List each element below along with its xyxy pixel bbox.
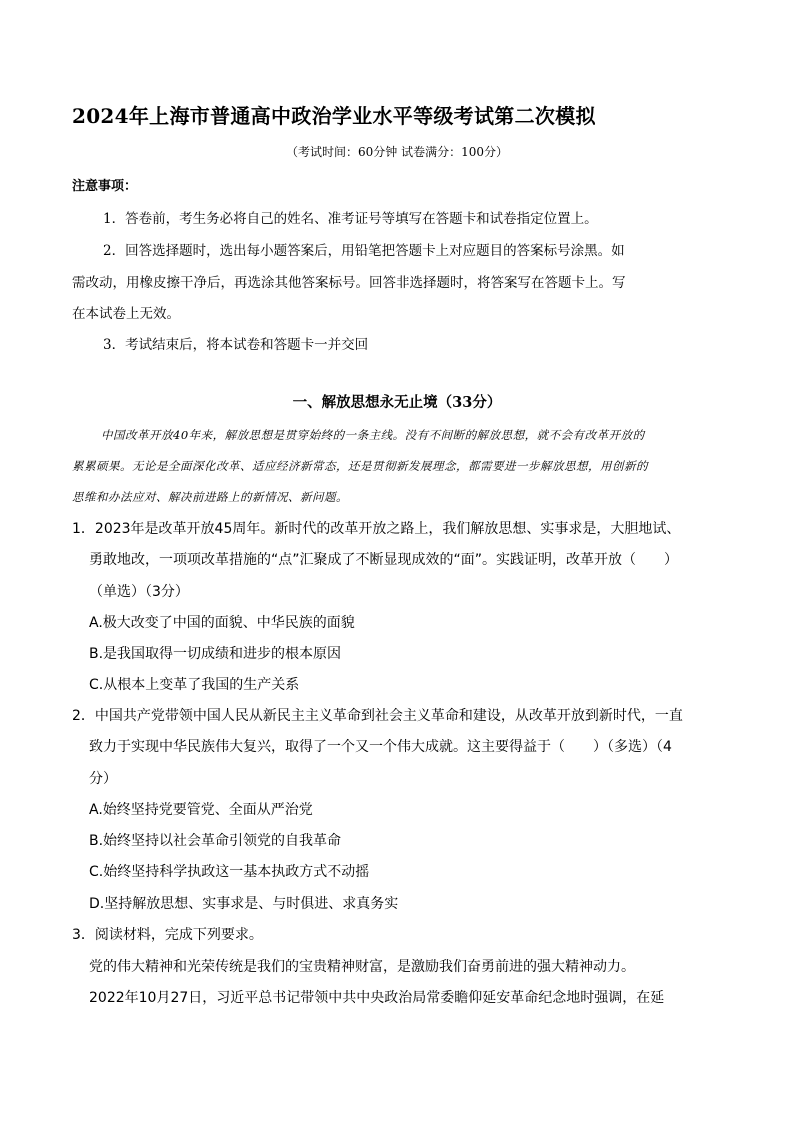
section-intro-line: 思维和办法应对、解决前进路上的新情况、新问题。 <box>72 490 348 504</box>
question-3-line: 3．阅读材料，完成下列要求。 <box>72 927 263 943</box>
question-3-line: 党的伟大精神和光荣传统是我们的宝贵精神财富，是激励我们奋勇前进的强大精神动力。 <box>89 959 635 975</box>
notice-line: 需改动，用橡皮擦干净后，再选涂其他答案标号。回答非选择题时，将答案写在答题卡上。写 <box>72 275 626 291</box>
question-1-option-b: B.是我国取得一切成绩和进步的根本原因 <box>89 646 342 662</box>
question-2-line: 分） <box>89 771 117 787</box>
question-1-line: 勇敢地改，一项项改革措施的“点”汇聚成了不断显现成效的“面”。实践证明，改革开放（ ） <box>89 552 679 568</box>
question-2-option-c: C.始终坚持科学执政这一基本执政方式不动摇 <box>89 864 370 880</box>
question-2-option-d: D.坚持解放思想、实事求是、与时俱进、求真务实 <box>89 896 399 912</box>
notice-line: 在本试卷上无效。 <box>72 306 180 322</box>
question-2-line: 致力于实现中华民族伟大复兴，取得了一个又一个伟大成就。这主要得益于（ ）（多选）（4 <box>89 739 672 755</box>
notice-line: 3．考试结束后，将本试卷和答题卡一并交回 <box>103 337 369 353</box>
exam-title: 2024年上海市普通高中政治学业水平等级考试第二次模拟 <box>72 104 596 128</box>
exam-subtitle: （考试时间：60分钟 试卷满分：100分） <box>286 145 508 159</box>
question-2-option-a: A.始终坚持党要管党、全面从严治党 <box>89 802 313 818</box>
question-1-option-a: A.极大改变了中国的面貌、中华民族的面貌 <box>89 615 355 631</box>
section-title: 一、解放思想永无止境（33分） <box>292 394 502 411</box>
question-1-line: （单选）（3分） <box>89 584 189 600</box>
notice-title: 注意事项： <box>72 179 138 194</box>
section-intro-line: 累累硕果。无论是全面深化改革、适应经济新常态，还是贯彻新发展理念，都需要进一步解放思想，用创新的 <box>72 459 648 473</box>
question-2-line: 2．中国共产党带领中国人民从新民主主义革命到社会主义革命和建设，从改革开放到新时代，一直 <box>72 708 683 724</box>
question-3-line: 2022年10月27日，习近平总书记带领中共中央政治局常委瞻仰延安革命纪念地时强调，在延 <box>89 990 665 1006</box>
question-1-line: 1．2023年是改革开放45周年。新时代的改革开放之路上，我们解放思想、实事求是，大胆地试、 <box>72 521 681 537</box>
notice-line: 2．回答选择题时，选出每小题答案后，用铅笔把答题卡上对应题目的答案标号涂黑。如 <box>103 243 625 259</box>
notice-line: 1．答卷前，考生务必将自己的姓名、准考证号等填写在答题卡和试卷指定位置上。 <box>103 211 598 227</box>
section-intro-line: 中国改革开放40年来，解放思想是贯穿始终的一条主线。没有不间断的解放思想，就不会有改革开放的 <box>101 428 645 442</box>
question-1-option-c: C.从根本上变革了我国的生产关系 <box>89 677 300 693</box>
question-2-option-b: B.始终坚持以社会革命引领党的自我革命 <box>89 833 342 849</box>
